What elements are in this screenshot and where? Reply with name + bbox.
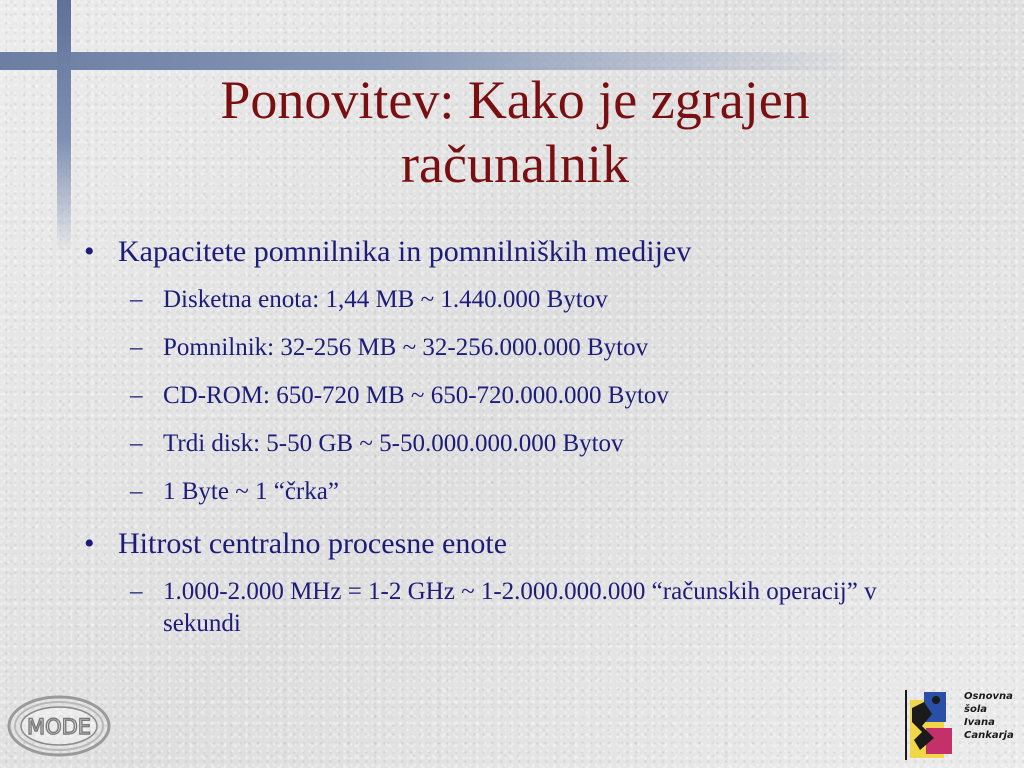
mode-logo — [6, 694, 112, 758]
sub-bullet-cdrom — [78, 380, 958, 412]
sub-bullet-byte — [78, 476, 958, 508]
dash-icon: – — [130, 578, 143, 605]
sub-bullet-text: Disketna enota: 1,44 MB ~ 1.440.000 Bytov — [163, 286, 608, 313]
school-line-3: Ivana — [964, 717, 995, 728]
school-line-4: Cankarja — [964, 730, 1014, 741]
sub-bullet-text: 1 Byte ~ 1 “črka” — [163, 478, 339, 505]
sub-bullet-memory — [78, 332, 958, 364]
bullet-memory-capacity — [78, 232, 958, 272]
bullet-icon: • — [84, 527, 95, 560]
dash-icon: – — [130, 478, 143, 505]
dash-icon: – — [130, 382, 143, 409]
sub-bullet-text: 1.000-2.000 MHz = 1-2 GHz ~ 1-2.000.000.000 “računskih operacij” v sekundi — [163, 578, 877, 637]
bullet-text: Kapacitete pomnilnika in pomnilniških medijev — [118, 235, 692, 268]
sub-bullet-text: Trdi disk: 5-50 GB ~ 5-50.000.000.000 Bytov — [163, 430, 624, 457]
slide-title-line-2: računalnik — [401, 134, 629, 194]
dash-icon: – — [130, 334, 143, 361]
sub-bullet-floppy — [78, 284, 958, 316]
school-line-1: Osnovna — [964, 691, 1013, 702]
sub-bullet-text: CD-ROM: 650-720 MB ~ 650-720.000.000 Bytov — [163, 382, 669, 409]
bullet-icon: • — [84, 235, 95, 268]
sub-bullet-hard-disk — [78, 428, 958, 460]
sub-bullet-text: Pomnilnik: 32-256 MB ~ 32-256.000.000 Bytov — [163, 334, 649, 361]
mode-logo-text: MODE — [26, 715, 92, 739]
bullet-text: Hitrost centralno procesne enote — [118, 527, 508, 560]
dash-icon: – — [130, 430, 143, 457]
slide-title — [100, 68, 930, 196]
dash-icon: – — [130, 286, 143, 313]
slide-title-line-1: Ponovitev: Kako je zgrajen — [220, 70, 810, 130]
decorative-vertical-bar — [57, 0, 71, 252]
sub-bullet-cpu-frequency — [78, 576, 883, 640]
school-line-2: šola — [964, 704, 987, 715]
school-logo-text — [964, 690, 1014, 742]
slide-body — [78, 232, 958, 656]
bullet-cpu-speed — [78, 524, 958, 564]
